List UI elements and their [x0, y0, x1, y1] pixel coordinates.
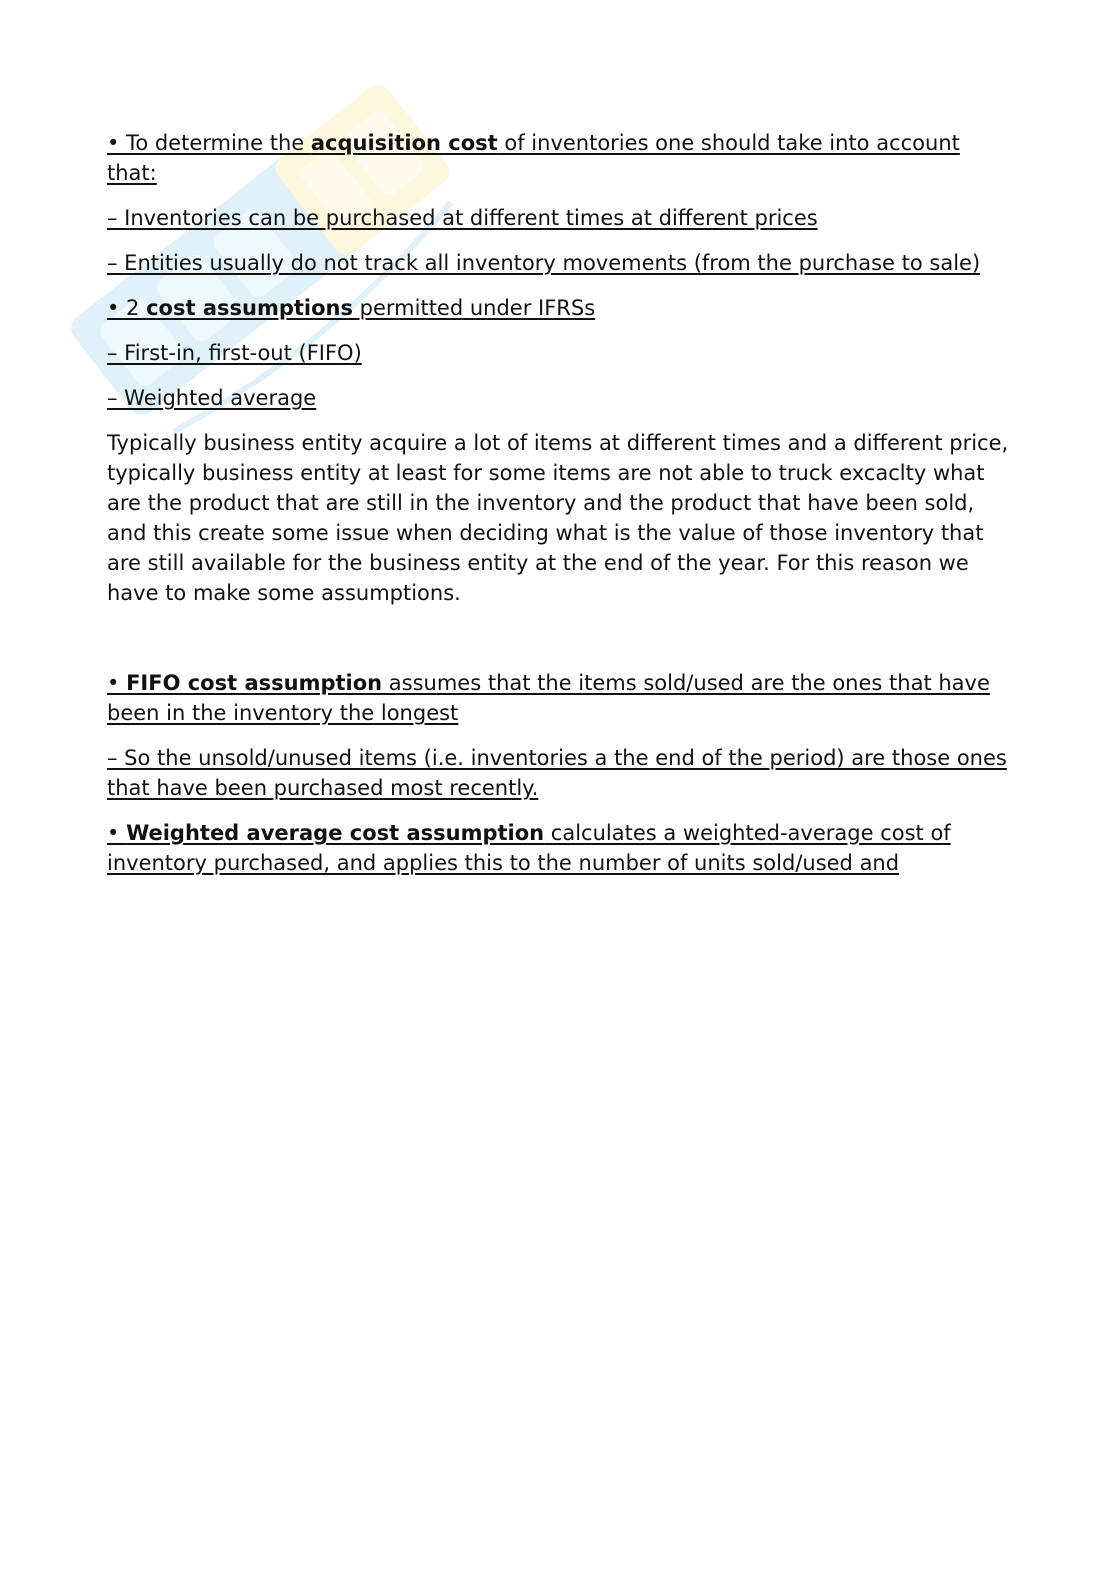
text-run: – Inventories can be purchased at different times at different prices	[107, 206, 818, 230]
bold-term: acquisition cost	[310, 131, 498, 155]
text-line-b1	[107, 128, 1012, 188]
text-run: • 2	[107, 296, 147, 320]
text-line-c1	[107, 668, 1012, 728]
text-run: of inventories one should take into account that:	[107, 131, 960, 185]
text-line-b4	[107, 293, 1012, 323]
text-line-b6	[107, 383, 1012, 413]
text-run: – First-in, first-out (FIFO)	[107, 341, 362, 365]
text-line-b2	[107, 203, 1012, 233]
section-cost-intro	[107, 128, 1012, 413]
bold-term: FIFO cost assumption	[126, 671, 383, 695]
section-assumptions	[107, 668, 1012, 878]
text-line-c3	[107, 818, 1012, 878]
text-line-b5	[107, 338, 1012, 368]
text-run: permitted under IFRSs	[352, 296, 596, 320]
text-run: •	[107, 671, 127, 695]
text-line-c2	[107, 743, 1012, 803]
text-run: assumes that the items sold/used are the ones that have been in the inventory the longest	[107, 671, 990, 725]
bold-term: Weighted average cost assumption	[126, 821, 545, 845]
text-run: calculates a weighted-average cost of inventory purchased, and applies this to the number of units sold/used and	[107, 821, 951, 875]
text-run: • To determine the	[107, 131, 311, 155]
text-run: •	[107, 821, 127, 845]
explanation-paragraph: Typically business entity acquire a lot of items at different times and a different price, typically business entity at least for some items are not able to truck excaclty what are the product that are still in the inventory and the product that have been sold, and this create some issue when deciding what is the value of those inventory that are still available for the business entity at the end of the year. For this reason we have to make some assumptions.	[107, 431, 1009, 605]
bold-term: cost assumptions	[146, 296, 353, 320]
text-run: – Weighted average	[107, 386, 317, 410]
text-run: – Entities usually do not track all inventory movements (from the purchase to sale)	[107, 251, 981, 275]
text-line-b3	[107, 248, 1012, 278]
text-run: – So the unsold/unused items (i.e. inventories a the end of the period) are those ones that have been purchased most recently.	[107, 746, 1007, 800]
document-body	[107, 128, 1012, 893]
